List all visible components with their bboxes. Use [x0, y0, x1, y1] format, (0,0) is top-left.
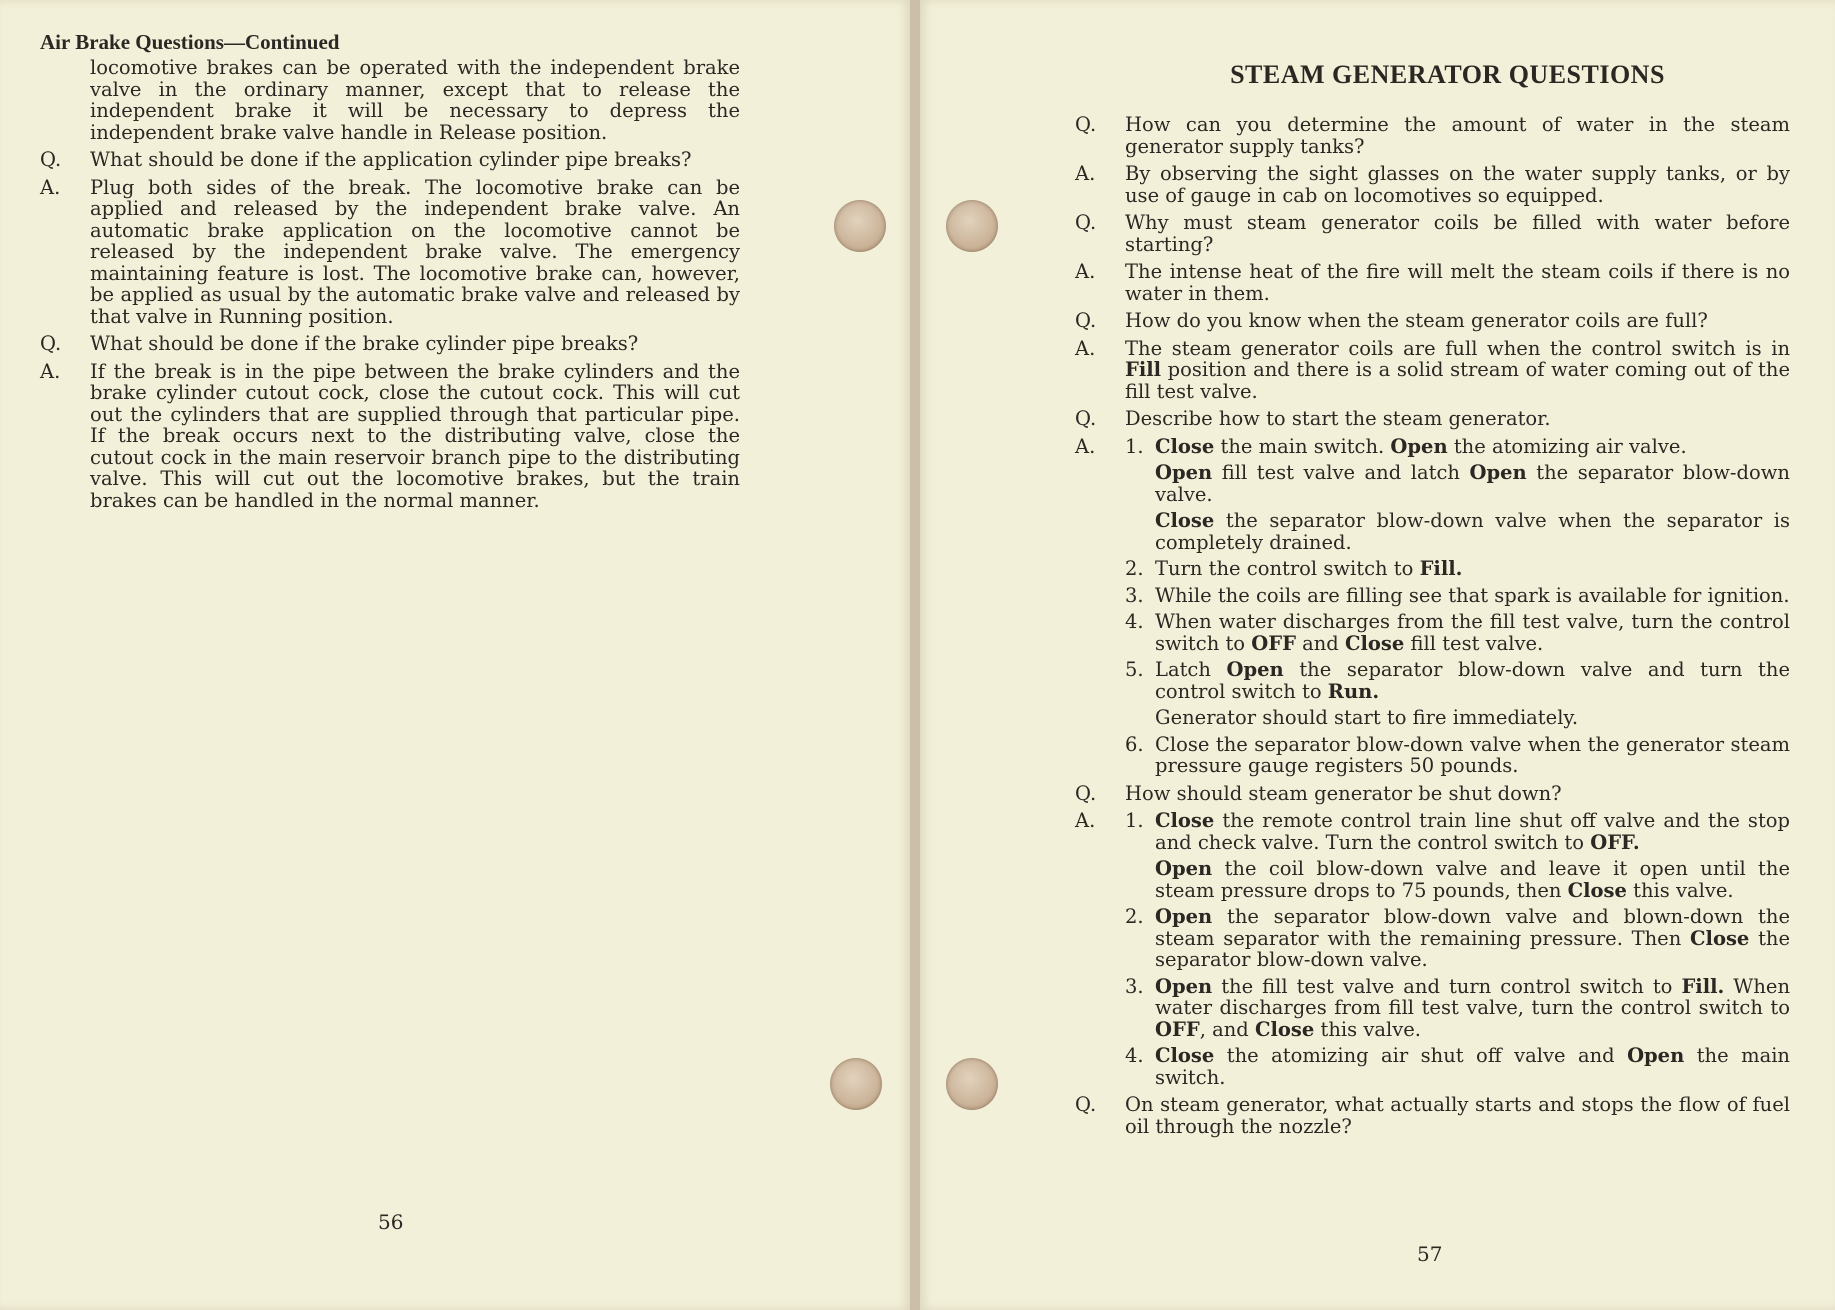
- answer-text: Plug both sides of the break. The locomotive brake can be applied and released by the independent brake valve. An automatic brake application on the locomotive cannot be released by the independent brake valve. The emergency maintaining feature is lost. The locomotive brake can, however, be applied as usual by the automatic brake valve and released by that valve in Running position.: [90, 175, 740, 328]
- bold-run: Open: [1469, 461, 1527, 484]
- text-run: this valve.: [1626, 878, 1734, 902]
- step-number: 3.: [1125, 583, 1144, 607]
- step-text: [1155, 611, 1790, 654]
- a-mark: A.: [40, 359, 61, 383]
- question-text: What should be done if the application cylinder pipe breaks?: [90, 148, 692, 171]
- step-number: 5.: [1125, 658, 1144, 681]
- left-page-content: [40, 30, 740, 511]
- text-run: , and: [1199, 1017, 1255, 1041]
- bold-run: OFF: [1251, 631, 1296, 655]
- bold-run: Open: [1226, 658, 1284, 681]
- step-text: [1155, 659, 1790, 702]
- bold-run: Close: [1155, 509, 1215, 532]
- q-mark: Q.: [1075, 1093, 1097, 1116]
- text-run: position and there is a solid stream of water coming out of the fill test valve.: [1125, 358, 1790, 403]
- right-page-content: [1075, 60, 1790, 1137]
- answer-text: The intense heat of the fire will melt the steam coils if there is no water in them.: [1125, 260, 1790, 305]
- question: [1075, 114, 1790, 157]
- a-mark: A.: [1075, 336, 1096, 360]
- q-mark: Q.: [1075, 113, 1097, 136]
- step-text: [1155, 1045, 1790, 1088]
- a-mark: A.: [1075, 260, 1096, 283]
- question: [40, 149, 740, 171]
- bold-run: Close: [1345, 631, 1405, 655]
- text-run: the atomizing air shut off valve and: [1214, 1044, 1628, 1067]
- step-text: [1155, 810, 1790, 853]
- q-mark: Q.: [40, 332, 62, 355]
- q-mark: Q.: [40, 148, 62, 171]
- page-number: 56: [378, 1210, 404, 1234]
- bold-run: Open: [1155, 461, 1213, 484]
- step-number: 2.: [1125, 557, 1144, 580]
- question-text: How should steam generator be shut down?: [1125, 781, 1562, 805]
- a-mark: A.: [40, 175, 61, 199]
- step-item: [1125, 436, 1790, 458]
- question-text: How do you know when the steam generator coils are full?: [1125, 309, 1708, 332]
- step-number: 4.: [1125, 610, 1144, 633]
- start-steps: [1125, 436, 1790, 777]
- text-run: fill test valve and latch: [1212, 461, 1470, 484]
- text-run: the main switch.: [1155, 1044, 1790, 1089]
- bold-run: Fill.: [1681, 974, 1725, 998]
- binder-hole-icon: [946, 200, 998, 252]
- question: [40, 333, 740, 355]
- step-item: [1125, 734, 1790, 777]
- q-mark: Q.: [1075, 781, 1097, 805]
- step-text: [1155, 558, 1790, 580]
- step-text: While the coils are filling see that spark is available for ignition.: [1155, 583, 1790, 607]
- step-text: [1155, 436, 1790, 458]
- answer-text: If the break is in the pipe between the brake cylinders and the brake cylinder cutout cock, close the cutout cock. This will cut out the cylinders that are supplied through that particular pipe. If the break occurs next to the distributing valve, close the cutout cock in the main reservoir branch pipe to the distributing valve. This will cut out the locomotive brakes, but the train brakes can be handled in the normal manner.: [90, 359, 740, 512]
- question: [1075, 1094, 1790, 1137]
- step-number: 1.: [1125, 809, 1144, 832]
- step-item: [1125, 906, 1790, 971]
- running-head: Air Brake Questions—Continued: [40, 30, 340, 54]
- a-mark: A.: [1075, 434, 1096, 458]
- shutdown-steps: [1125, 810, 1790, 1088]
- question: [1075, 212, 1790, 255]
- answer: [1075, 338, 1790, 403]
- bold-run: Run.: [1327, 679, 1380, 703]
- step-item: [1125, 659, 1790, 702]
- step-number: 6.: [1125, 732, 1144, 756]
- bold-run: Fill.: [1419, 557, 1463, 580]
- text-run: this valve.: [1314, 1017, 1421, 1041]
- text-run: The steam generator coils are full when the control switch is in: [1125, 336, 1790, 360]
- question-text: Why must steam generator coils be filled with water before starting?: [1125, 211, 1790, 256]
- question-text: What should be done if the brake cylinder pipe breaks?: [90, 332, 639, 355]
- step-subtext: [1125, 858, 1790, 901]
- question: [1075, 783, 1790, 805]
- binder-hole-icon: [946, 1058, 998, 1110]
- text-run: the atomizing air valve.: [1447, 434, 1687, 458]
- step-item: [1125, 585, 1790, 607]
- bold-run: Open: [1155, 974, 1213, 998]
- step-text: Close the separator blow-down valve when the generator steam pressure gauge registers 50 pounds.: [1155, 732, 1790, 777]
- text-run: the separator blow-down valve.: [1155, 461, 1790, 506]
- question-text: On steam generator, what actually starts and stops the flow of fuel oil through the nozzle?: [1125, 1093, 1790, 1138]
- bold-run: Close: [1155, 809, 1215, 832]
- bold-run: Close: [1567, 878, 1627, 902]
- question-text: How can you determine the amount of water in the steam generator supply tanks?: [1125, 113, 1790, 158]
- bold-run: Close: [1155, 434, 1215, 458]
- text-run: the separator blow-down valve and blown-down the steam separator with the remaining pressure. Then: [1155, 905, 1790, 950]
- text-run: the coil blow-down valve and leave it open until the steam pressure drops to 75 pounds, then: [1155, 857, 1790, 902]
- text-run: Turn the control switch to: [1155, 557, 1420, 580]
- question: [1075, 408, 1790, 430]
- step-subtext: [1125, 462, 1790, 505]
- answer: [40, 177, 740, 328]
- q-mark: Q.: [1075, 309, 1097, 332]
- binder-hole-icon: [830, 1058, 882, 1110]
- bold-run: Fill: [1125, 358, 1162, 381]
- a-mark: A.: [1075, 162, 1096, 185]
- step-item: [1125, 611, 1790, 654]
- bold-run: Close: [1155, 1044, 1215, 1067]
- step-item: [1125, 810, 1790, 853]
- step-subtext: [1125, 510, 1790, 553]
- q-mark: Q.: [1075, 407, 1097, 430]
- step-number: 1.: [1125, 434, 1144, 458]
- step-text: [1155, 976, 1790, 1041]
- answer: [40, 361, 740, 512]
- step-text: [1155, 906, 1790, 971]
- text-run: the remote control train line shut off valve and the stop and check valve. Turn the control switch to: [1155, 809, 1790, 854]
- question-text: Describe how to start the steam generator.: [1125, 407, 1551, 430]
- text-run: fill test valve.: [1404, 631, 1544, 655]
- answer-text: [1125, 338, 1790, 403]
- text-run: the main switch.: [1214, 434, 1391, 458]
- question: [1075, 310, 1790, 332]
- answer: [1075, 163, 1790, 206]
- bold-run: OFF: [1155, 1017, 1200, 1041]
- bold-run: Close: [1254, 1017, 1315, 1041]
- book-gutter: [910, 0, 920, 1310]
- binder-hole-icon: [834, 200, 886, 252]
- bold-run: Open: [1627, 1044, 1685, 1067]
- page-number: 57: [1417, 1242, 1443, 1266]
- page-title: STEAM GENERATOR QUESTIONS: [1230, 60, 1665, 89]
- bold-run: Close: [1690, 926, 1750, 950]
- text-run: the separator blow-down valve and turn the control switch to: [1155, 658, 1790, 703]
- step-number: 4.: [1125, 1044, 1144, 1067]
- bold-run: Open: [1155, 857, 1213, 880]
- bold-run: Open: [1390, 434, 1448, 458]
- bold-run: Open: [1155, 905, 1213, 928]
- bold-run: OFF.: [1590, 830, 1640, 854]
- step-item: [1125, 1045, 1790, 1088]
- text-run: the separator blow-down valve.: [1155, 926, 1791, 971]
- q-mark: Q.: [1075, 211, 1097, 234]
- step-item: [1125, 558, 1790, 580]
- text-run: the separator blow-down valve when the separator is completely drained.: [1155, 509, 1790, 554]
- text-run: and: [1295, 631, 1345, 655]
- step-item: [1125, 976, 1790, 1041]
- step-subtext: Generator should start to fire immediately.: [1155, 706, 1579, 729]
- answer: [1075, 261, 1790, 304]
- continuation-paragraph: locomotive brakes can be operated with the independent brake valve in the ordinary manner, except that to release the independent brake it will be necessary to depress the independent brake valve handle in Release position.: [90, 56, 740, 144]
- answer: [1075, 436, 1790, 777]
- answer-text: By observing the sight glasses on the water supply tanks, or by use of gauge in cab on locomotives so equipped.: [1125, 162, 1790, 207]
- text-run: Latch: [1155, 658, 1227, 681]
- step-number: 2.: [1125, 905, 1144, 928]
- answer: [1075, 810, 1790, 1088]
- a-mark: A.: [1075, 809, 1096, 832]
- step-number: 3.: [1125, 974, 1144, 998]
- text-run: the fill test valve and turn control switch to: [1212, 974, 1682, 998]
- text-run: When water discharges from the fill test valve, turn the control switch to: [1155, 610, 1790, 655]
- text-run: When water discharges from fill test valve, turn the control switch to: [1155, 974, 1790, 1019]
